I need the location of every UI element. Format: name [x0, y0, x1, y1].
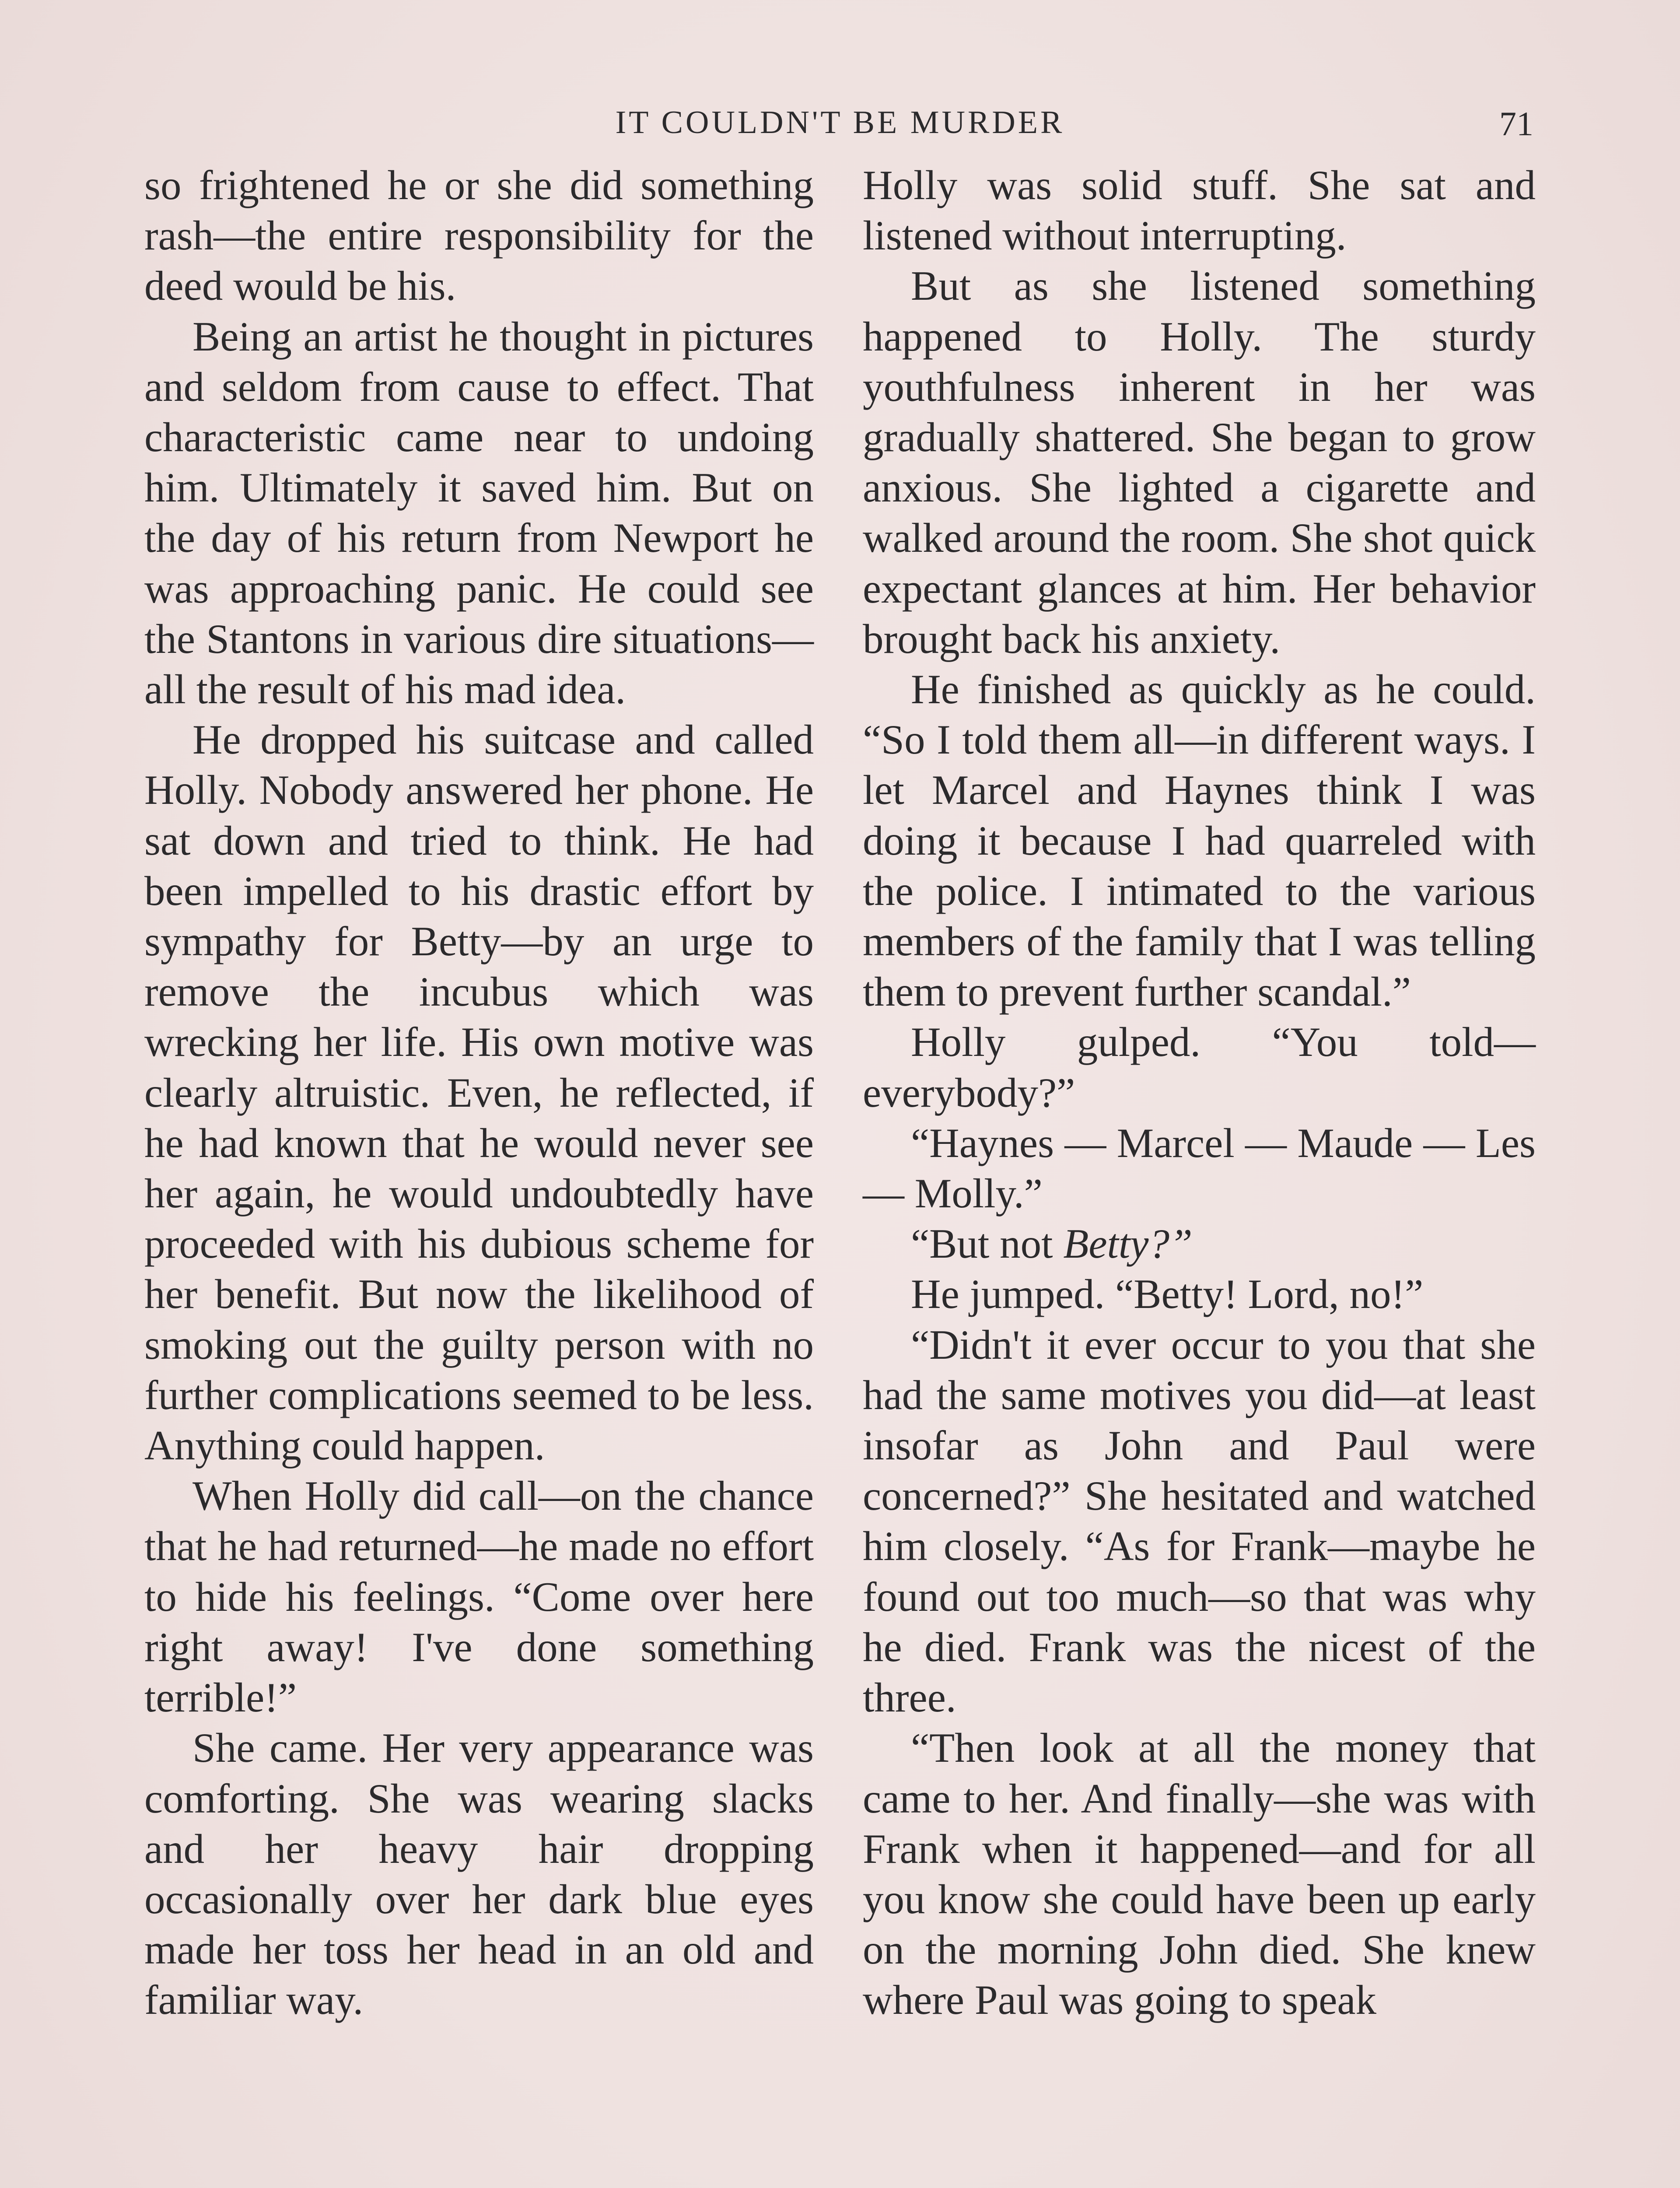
- right-column: [863, 160, 1536, 2026]
- italic-text: Betty?”: [1063, 1220, 1193, 1267]
- paragraph: He finished as quickly as he could. “So I told them all—in different ways. I let Marcel and Haynes think I was doing it because I had quarreled with the police. I intimated to the various members of the family that I was telling them to prevent further scandal.”: [863, 666, 1536, 1015]
- paragraph: But as she listened something happened to Holly. The sturdy youthfulness inherent in her was gradually shattered. She began to grow anxious. She lighted a cigarette and walked around the room. She shot quick expectant glances at him. Her behavior brought back his anxiety.: [863, 263, 1536, 662]
- paragraph: Being an artist he thought in pictures and seldom from cause to effect. That characteristic came near to undoing him. Ultimately it saved him. But on the day of his return from Newport he was approaching panic. He could see the Stantons in various dire situations—all the result of his mad idea.: [144, 313, 814, 713]
- paragraph: “Then look at all the money that came to her. And finally—she was with Frank when it happened—and for all you know she could have been up early on the morning John died. She knew where Paul was going to speak: [863, 1725, 1536, 2023]
- paragraph: “Didn't it ever occur to you that she had the same motives you did—at least insofar as John and Paul were concerned?” She hesitated and watched him closely. “As for Frank—maybe he found out too much—so that was why he died. Frank was the nicest of the three.: [863, 1321, 1536, 1721]
- paragraph: so frightened he or she did something rash—the entire responsibility for the deed would be his.: [144, 162, 814, 309]
- paragraph: Holly gulped. “You told—everybody?”: [863, 1019, 1536, 1116]
- paragraph-text: “But not: [911, 1220, 1064, 1267]
- left-column: [144, 160, 814, 2026]
- paragraph: [863, 1219, 1536, 1269]
- paragraph: Holly was solid stuff. She sat and listened without interrupting.: [863, 162, 1536, 259]
- paragraph: “Haynes — Marcel — Maude — Les — Molly.”: [863, 1119, 1536, 1217]
- paragraph: She came. Her very appearance was comforting. She was wearing slacks and her heavy hair dropping occasionally over her dark blue eyes made her toss her head in an old and familiar way.: [144, 1725, 814, 2023]
- paragraph: He dropped his suitcase and called Holly. Nobody answered her phone. He sat down and tried to think. He had been impelled to his drastic effort by sympathy for Betty—by an urge to remove the incubus which was wrecking her life. His own motive was clearly altruistic. Even, he reflected, if he had known that he would never see her again, he would undoubtedly have proceeded with his dubious scheme for her benefit. But now the likelihood of smoking out the guilty person with no further complications seemed to be less. Anything could happen.: [144, 716, 814, 1469]
- paragraph: When Holly did call—on the chance that he had returned—he made no effort to hide his feelings. “Come over here right away! I've done something terrible!”: [144, 1473, 814, 1721]
- running-title: IT COULDN'T BE MURDER: [615, 105, 1065, 140]
- page-number: 71: [1499, 105, 1533, 143]
- running-head: [0, 104, 1680, 152]
- paragraph: He jumped. “Betty! Lord, no!”: [911, 1271, 1424, 1318]
